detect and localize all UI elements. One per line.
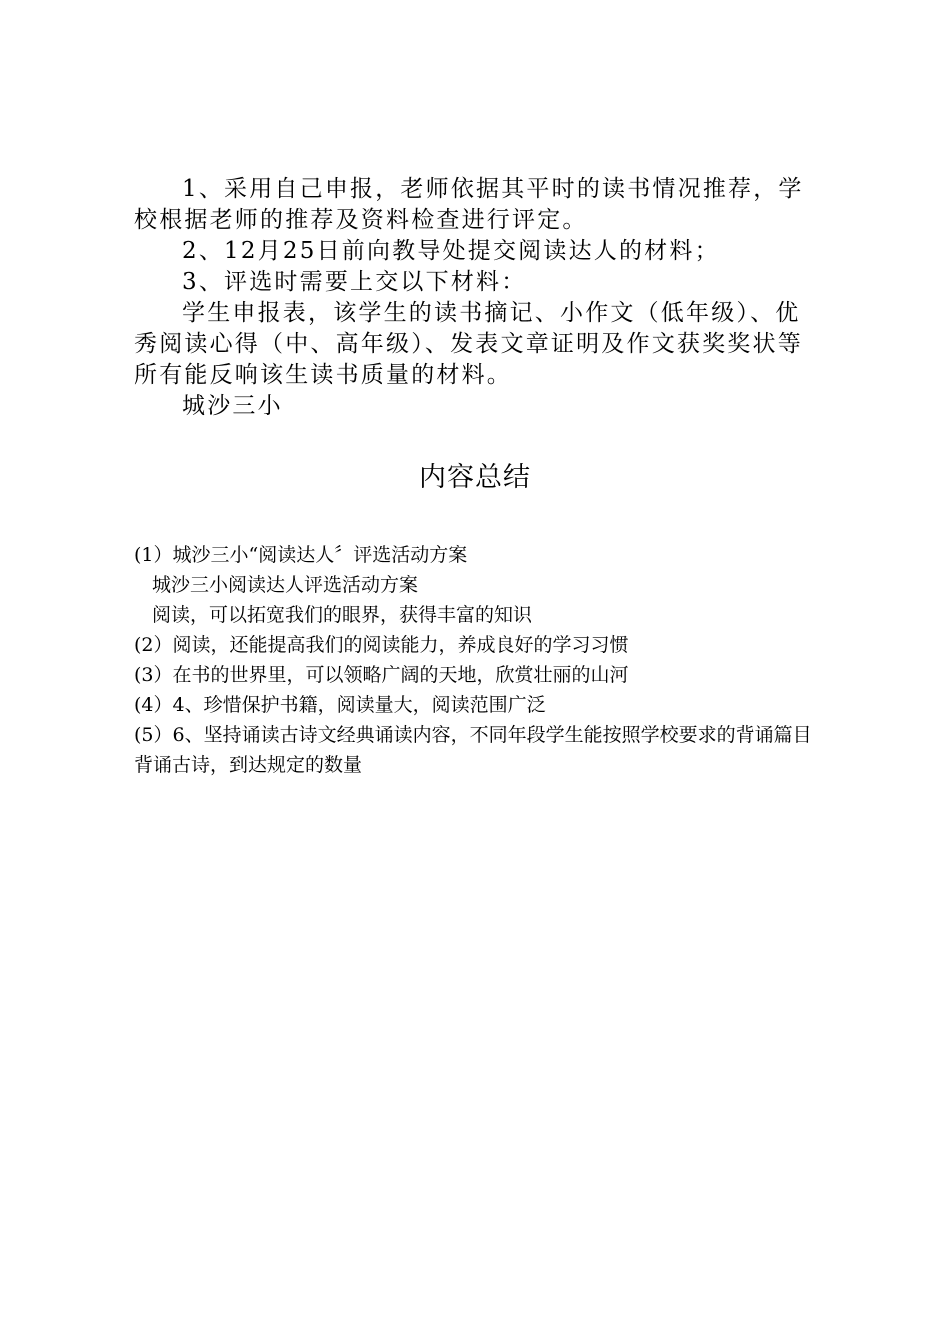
summary-item: (2）阅读，还能提高我们的阅读能力，养成良好的学习习惯	[134, 634, 629, 656]
summary-item: (4）4、珍惜保护书籍，阅读量大，阅读范围广泛	[134, 694, 546, 716]
summary-item: (1）城沙三小“阅读达人〞评选活动方案	[134, 544, 468, 566]
summary-item: (3）在书的世界里，可以领略广阔的天地，欣赏壮丽的山河	[134, 664, 629, 686]
paragraph-submission-deadline: 2、12月25日前向教导处提交阅读达人的材料；	[182, 238, 720, 264]
summary-item: (5）6、坚持诵读古诗文经典诵读内容，不同年段学生能按照学校要求的背诵篇目背诵古诗，到达规定的数量	[134, 724, 812, 776]
summary-list	[134, 540, 826, 780]
paragraph-selection-method: 1、采用自己申报，老师依据其平时的读书情况推荐，学校根据老师的推荐及资料检查进行评定。	[134, 176, 804, 233]
paragraph-school-signature: 城沙三小	[182, 393, 283, 419]
summary-item: 阅读，可以拓宽我们的眼界，获得丰富的知识	[152, 604, 533, 626]
document-body	[134, 174, 824, 422]
paragraph-materials-list: 学生申报表，该学生的读书摘记、小作文（低年级）、优秀阅读心得（中、高年级）、发表文章证明及作文获奖奖状等所有能反响该生读书质量的材料。	[134, 300, 803, 388]
paragraph-required-materials: 3、评选时需要上交以下材料：	[182, 269, 527, 295]
summary-title: 内容总结	[419, 462, 531, 493]
summary-item: 城沙三小阅读达人评选活动方案	[152, 574, 419, 596]
